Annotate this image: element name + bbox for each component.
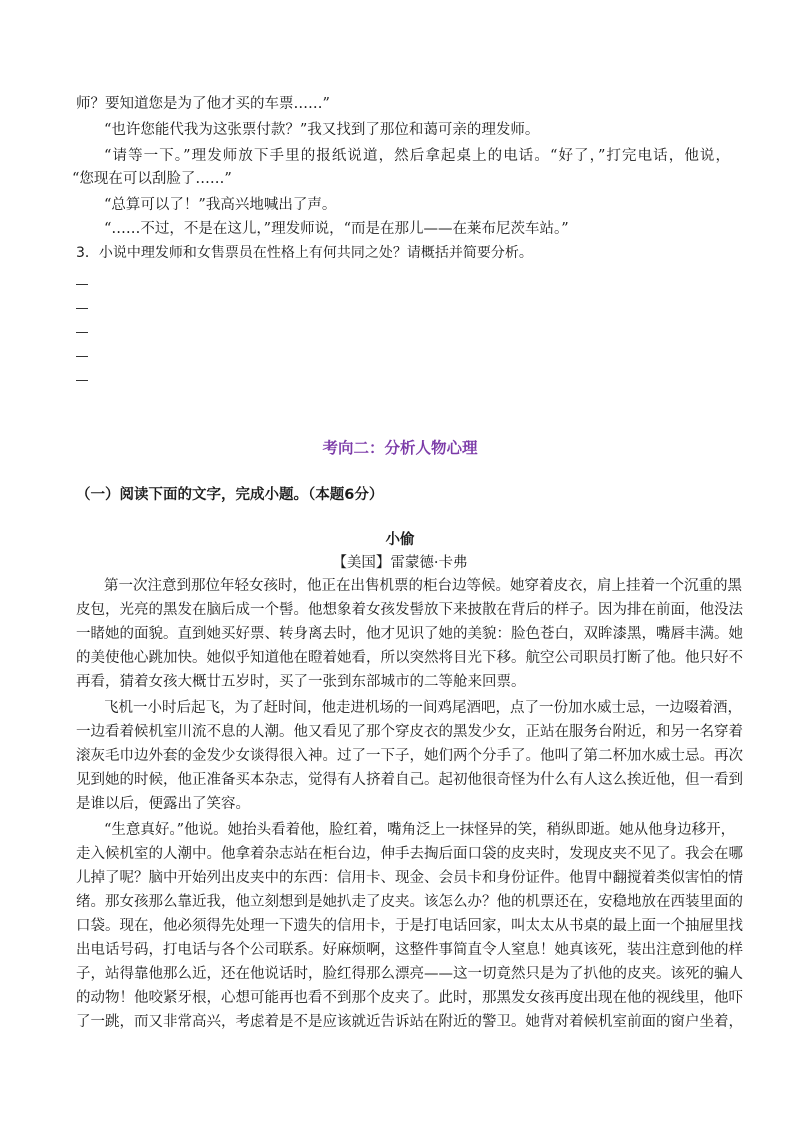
story-line: 见到她的时候，他正准备买本杂志，觉得有人挤着自己。起初他很奇怪为什么有人这么挨近他，但一看到 [76,772,743,788]
story-line: 的动物！他咬紧牙根，心想可能再也看不到那个皮夹了。此时，那黑发女孩再度出现在他的视线里，他吓 [76,990,743,1006]
passage-line: “您现在可以刮脸了……” [72,171,232,187]
story-author: 【美国】雷蒙德·卡弗 [332,555,468,571]
story-line: 再看，猜着女孩大概廿五岁时，买了一张到东部城市的二等舱来回票。 [76,674,526,690]
passage-line: “总算可以了！”我高兴地喊出了声。 [104,197,337,213]
story-line: 绪。那女孩那么靠近我，他立刻想到是她扒走了皮夹。该怎么办？他的机票还在，安稳地放在西装里面的 [76,894,743,910]
story-line: 的美使他心跳加快。她似乎知道他在瞪着她看，所以突然将目光下移。航空公司职员打断了他。他只好不 [76,650,743,666]
story-line: 口袋。现在，他必须得先处理一下遗失的信用卡，于是打电话回家，叫太太从书桌的最上面一个抽屉里找 [76,918,743,934]
story-line: 一睹她的面貌。直到她买好票、转身离去时，他才见识了她的美貌：脸色苍白，双眸漆黑，嘴唇丰满。她 [76,626,743,642]
answer-blank-line[interactable] [76,308,88,309]
answer-blank-line[interactable] [76,284,88,285]
answer-blank-line[interactable] [76,332,88,333]
story-title: 小偷 [385,532,415,548]
story-line: 是谁以后，便露出了笑容。 [76,796,250,812]
passage-line: “也许您能代我为这张票付款？”我又找到了那位和蔼可亲的理发师。 [104,122,540,138]
story-line: “生意真好。”他说。她抬头看着他，脸红着，嘴角泛上一抹怪异的笑，稍纵即逝。她从他身边移开， [104,822,736,838]
sub-heading: （一）阅读下面的文字，完成小题。（本题6分） [76,487,384,503]
story-line: 儿掉了呢？脑中开始列出皮夹中的东西：信用卡、现金、会员卡和身份证件。他胃中翻搅着类似害怕的情 [76,870,743,886]
story-line: 第一次注意到那位年轻女孩时，他正在出售机票的柜台边等候。她穿着皮衣，肩上挂着一个沉重的黑 [104,578,742,594]
story-line: 一边看着候机室川流不息的人潮。他又看见了那个穿皮衣的黑发少女，正站在服务台附近，和另一名穿着 [76,724,743,740]
question-3: 3．小说中理发师和女售票员在性格上有何共同之处？请概括并简要分析。 [76,245,533,261]
answer-blank-line[interactable] [76,356,88,357]
story-line: 子，站得靠他那么近，还在他说话时，脸红得那么漂亮——这一切竟然只是为了扒他的皮夹。该死的骗人 [76,966,743,982]
story-line: 出电话号码，打电话与各个公司联系。好麻烦啊，这整件事简直令人窒息！她真该死，装出注意到他的样 [76,942,743,958]
story-line: 滚灰毛巾边外套的金发少女谈得很入神。过了一下子，她们两个分手了。他叫了第二杯加水威士忌。再次 [76,748,743,764]
passage-line: “请等一下。”理发师放下手里的报纸说道，然后拿起桌上的电话。“好了，”打完电话，他说， [104,148,730,164]
story-line: 皮包，光亮的黑发在脑后成一个髻。他想象着女孩发髻放下来披散在背后的样子。因为排在前面，他没法 [76,602,743,618]
story-line: 飞机一小时后起飞，为了赶时间，他走进机场的一间鸡尾酒吧，点了一份加水威士忌，一边啜着酒， [104,700,742,716]
answer-blank-line[interactable] [76,380,88,381]
story-line: 了一跳，而又非常高兴，考虑着是不是应该就近告诉站在附近的警卫。她背对着候机室前面的窗户坐着， [76,1014,743,1030]
story-line: 走入候机室的人潮中。他拿着杂志站在柜台边，伸手去掏后面口袋的皮夹时，发现皮夹不见了。我会在哪 [76,846,743,862]
passage-line: “……不过，不是在这儿，”理发师说，“而是在那儿——在莱布尼茨车站。” [104,221,569,237]
section-title: 考向二：分析人物心理 [322,439,478,457]
passage-line: 师？要知道您是为了他才买的车票……” [76,96,330,112]
